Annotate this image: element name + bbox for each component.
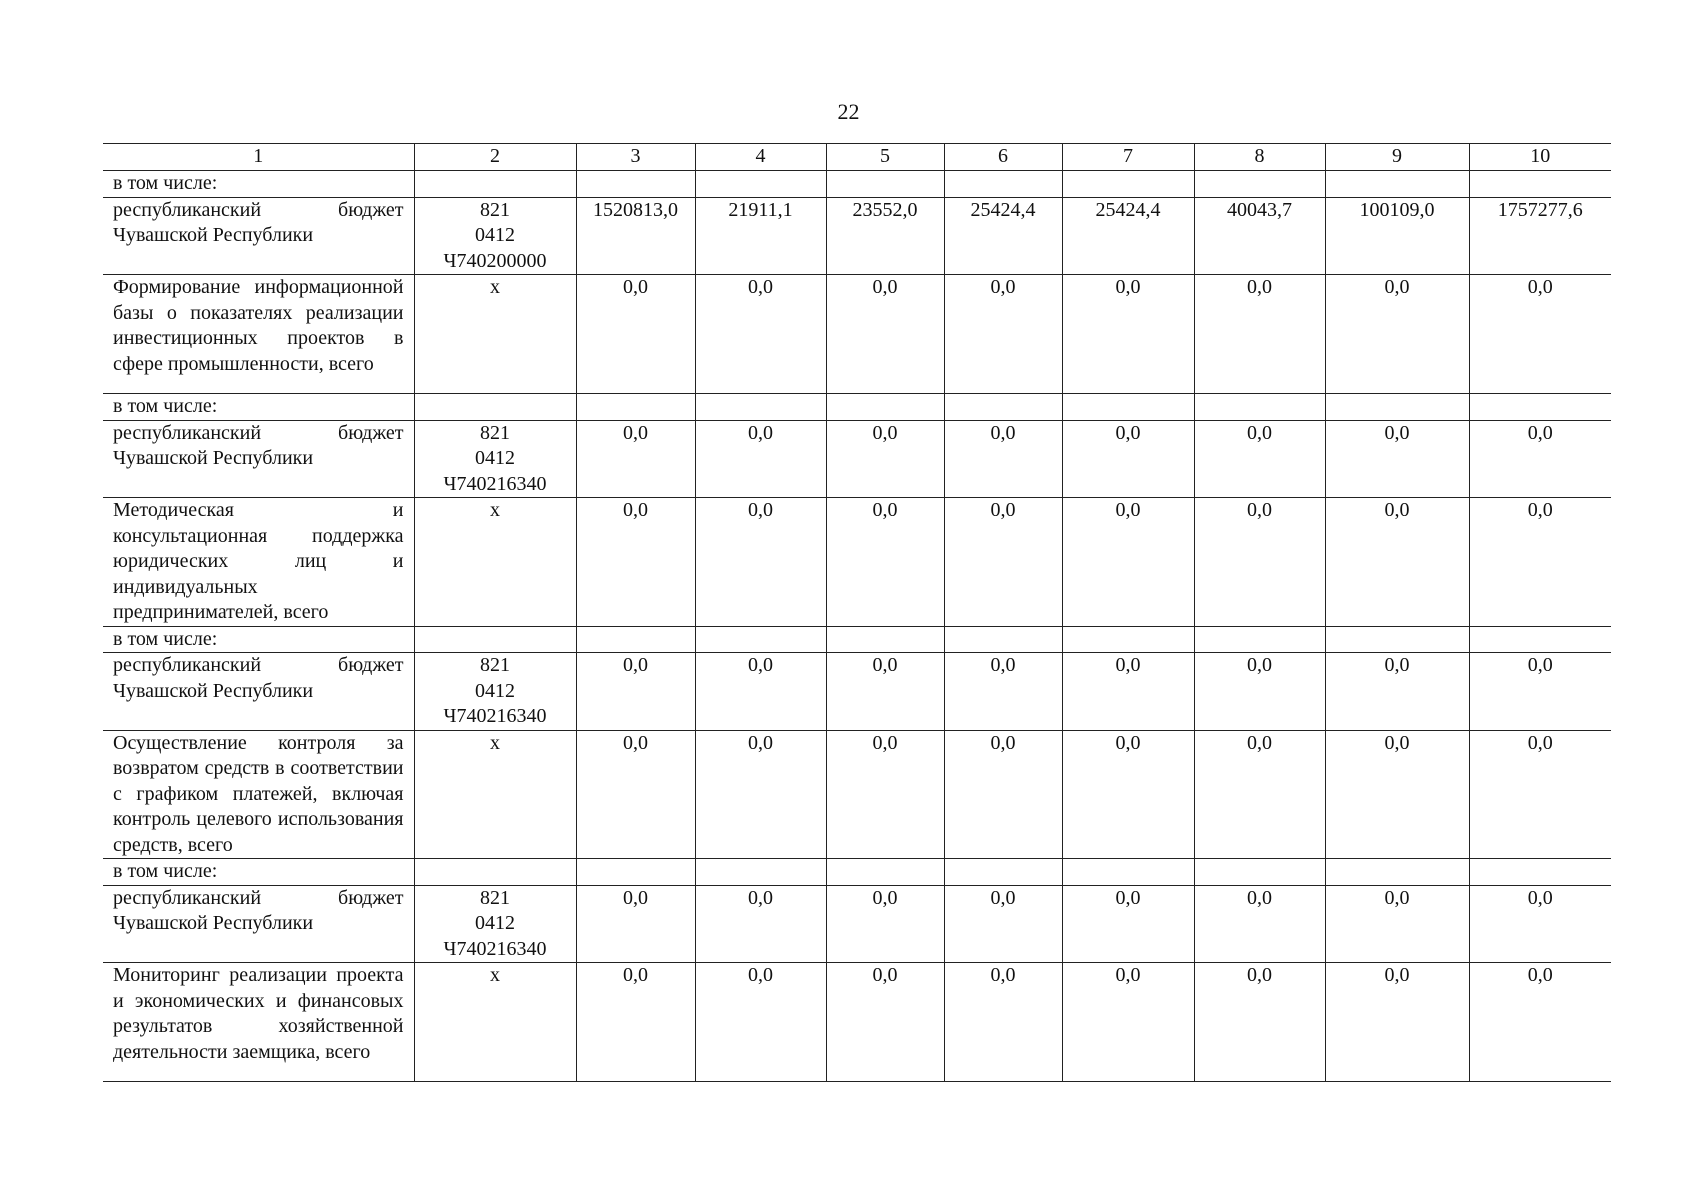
value-cell: 0,0 bbox=[944, 498, 1062, 627]
value-cell: 0,0 bbox=[826, 420, 944, 498]
value-cell: 0,0 bbox=[576, 498, 695, 627]
value-cell: 0,0 bbox=[1062, 498, 1194, 627]
row-label: в том числе: bbox=[103, 171, 414, 198]
value-cell bbox=[1325, 859, 1469, 886]
budget-code-line: Ч740216340 bbox=[443, 937, 547, 960]
value-cell bbox=[576, 859, 695, 886]
budget-code-line: 0412 bbox=[475, 447, 515, 469]
value-cell bbox=[1469, 626, 1611, 653]
value-cell: 0,0 bbox=[695, 885, 826, 963]
value-cell: 0,0 bbox=[576, 730, 695, 859]
column-header: 4 bbox=[695, 144, 826, 171]
budget-code bbox=[414, 275, 576, 394]
value-cell: 0,0 bbox=[1194, 963, 1325, 1082]
column-header: 9 bbox=[1325, 144, 1469, 171]
table-row bbox=[103, 730, 1611, 859]
value-cell: 40043,7 bbox=[1194, 197, 1325, 275]
value-cell: 0,0 bbox=[1469, 275, 1611, 394]
budget-code bbox=[414, 653, 576, 731]
budget-code-line: 0412 bbox=[475, 224, 515, 246]
budget-code-line: Ч740200000 bbox=[443, 249, 547, 272]
budget-code bbox=[414, 197, 576, 275]
column-number-row bbox=[103, 144, 1611, 171]
value-cell: 0,0 bbox=[1194, 653, 1325, 731]
value-cell bbox=[1325, 394, 1469, 421]
value-cell bbox=[576, 394, 695, 421]
table-row bbox=[103, 885, 1611, 963]
value-cell: 0,0 bbox=[576, 653, 695, 731]
value-cell bbox=[695, 626, 826, 653]
value-cell bbox=[1194, 171, 1325, 198]
value-cell: 0,0 bbox=[1062, 885, 1194, 963]
budget-code bbox=[414, 626, 576, 653]
budget-code bbox=[414, 885, 576, 963]
column-header: 6 bbox=[944, 144, 1062, 171]
budget-code-line: Ч740216340 bbox=[443, 705, 547, 727]
budget-code bbox=[414, 420, 576, 498]
value-cell: 0,0 bbox=[944, 885, 1062, 963]
table-row bbox=[103, 275, 1611, 394]
table-row bbox=[103, 498, 1611, 627]
budget-code-line: x bbox=[490, 499, 500, 521]
value-cell: 0,0 bbox=[826, 498, 944, 627]
value-cell: 0,0 bbox=[826, 963, 944, 1082]
column-header: 3 bbox=[576, 144, 695, 171]
value-cell: 25424,4 bbox=[1062, 197, 1194, 275]
column-header: 7 bbox=[1062, 144, 1194, 171]
budget-code-line: Ч740216340 bbox=[443, 472, 547, 495]
budget-code-line: 821 bbox=[480, 198, 510, 221]
value-cell bbox=[944, 859, 1062, 886]
value-cell: 0,0 bbox=[1325, 420, 1469, 498]
budget-code bbox=[414, 498, 576, 627]
value-cell: 0,0 bbox=[1062, 653, 1194, 731]
value-cell: 0,0 bbox=[1062, 420, 1194, 498]
value-cell: 1757277,6 bbox=[1469, 197, 1611, 275]
value-cell bbox=[1325, 171, 1469, 198]
row-label: Мониторинг реализации проекта и экономических и финансовых результатов хозяйственной деятельности заемщика, всего bbox=[103, 963, 414, 1082]
value-cell: 0,0 bbox=[576, 275, 695, 394]
value-cell: 0,0 bbox=[1469, 885, 1611, 963]
value-cell bbox=[1194, 394, 1325, 421]
budget-code-line: 821 bbox=[480, 654, 510, 676]
table-row bbox=[103, 171, 1611, 198]
value-cell: 0,0 bbox=[1062, 730, 1194, 859]
value-cell: 0,0 bbox=[695, 653, 826, 731]
value-cell: 0,0 bbox=[695, 963, 826, 1082]
value-cell bbox=[1062, 394, 1194, 421]
value-cell: 0,0 bbox=[944, 730, 1062, 859]
value-cell: 0,0 bbox=[695, 730, 826, 859]
budget-code bbox=[414, 859, 576, 886]
value-cell bbox=[944, 394, 1062, 421]
value-cell bbox=[826, 859, 944, 886]
value-cell: 0,0 bbox=[1062, 963, 1194, 1082]
value-cell bbox=[1469, 859, 1611, 886]
column-header: 5 bbox=[826, 144, 944, 171]
value-cell: 0,0 bbox=[826, 653, 944, 731]
value-cell: 0,0 bbox=[576, 963, 695, 1082]
row-label: Формирование информационной базы о показателях реализации инвестиционных проектов в сфере промышленности, всего bbox=[103, 275, 414, 394]
budget-code bbox=[414, 394, 576, 421]
row-label: республиканский бюджет Чувашской Республики bbox=[103, 885, 414, 963]
value-cell: 25424,4 bbox=[944, 197, 1062, 275]
value-cell: 0,0 bbox=[1062, 275, 1194, 394]
value-cell: 21911,1 bbox=[695, 197, 826, 275]
value-cell: 0,0 bbox=[1469, 653, 1611, 731]
value-cell bbox=[1469, 171, 1611, 198]
value-cell: 0,0 bbox=[1194, 420, 1325, 498]
value-cell bbox=[1194, 859, 1325, 886]
value-cell: 0,0 bbox=[576, 420, 695, 498]
value-cell: 0,0 bbox=[1194, 275, 1325, 394]
column-header: 2 bbox=[414, 144, 576, 171]
row-label: в том числе: bbox=[103, 859, 414, 886]
budget-code bbox=[414, 730, 576, 859]
value-cell bbox=[1062, 859, 1194, 886]
value-cell bbox=[1469, 394, 1611, 421]
value-cell: 0,0 bbox=[576, 885, 695, 963]
value-cell bbox=[944, 626, 1062, 653]
row-label: Методическая и консультационная поддержка юридических лиц и индивидуальных предпринимателей, всего bbox=[103, 498, 414, 627]
value-cell: 23552,0 bbox=[826, 197, 944, 275]
table-row bbox=[103, 394, 1611, 421]
value-cell: 100109,0 bbox=[1325, 197, 1469, 275]
value-cell: 0,0 bbox=[826, 275, 944, 394]
value-cell bbox=[1062, 626, 1194, 653]
row-label: республиканский бюджет Чувашской Республики bbox=[103, 197, 414, 275]
table-row bbox=[103, 420, 1611, 498]
value-cell: 0,0 bbox=[944, 653, 1062, 731]
table-row bbox=[103, 626, 1611, 653]
value-cell: 0,0 bbox=[695, 420, 826, 498]
row-label: в том числе: bbox=[103, 394, 414, 421]
value-cell: 0,0 bbox=[1469, 420, 1611, 498]
column-header: 10 bbox=[1469, 144, 1611, 171]
value-cell: 0,0 bbox=[826, 730, 944, 859]
budget-table bbox=[103, 143, 1611, 1082]
budget-code-line: x bbox=[490, 276, 500, 298]
value-cell: 0,0 bbox=[695, 498, 826, 627]
value-cell: 0,0 bbox=[1469, 963, 1611, 1082]
value-cell: 0,0 bbox=[944, 963, 1062, 1082]
value-cell bbox=[576, 171, 695, 198]
table-row bbox=[103, 859, 1611, 886]
value-cell bbox=[695, 394, 826, 421]
value-cell bbox=[1062, 171, 1194, 198]
value-cell bbox=[695, 859, 826, 886]
value-cell bbox=[826, 626, 944, 653]
value-cell: 0,0 bbox=[944, 275, 1062, 394]
value-cell bbox=[826, 394, 944, 421]
value-cell bbox=[826, 171, 944, 198]
value-cell bbox=[695, 171, 826, 198]
value-cell: 0,0 bbox=[944, 420, 1062, 498]
budget-code-line: 821 bbox=[480, 886, 510, 909]
column-header: 1 bbox=[103, 144, 414, 171]
value-cell: 0,0 bbox=[1325, 885, 1469, 963]
budget-code-line: 821 bbox=[480, 421, 510, 444]
budget-code bbox=[414, 963, 576, 1082]
page-number: 22 bbox=[837, 99, 860, 124]
value-cell: 0,0 bbox=[826, 885, 944, 963]
budget-code-line: x bbox=[490, 964, 500, 986]
row-label: республиканский бюджет Чувашской Республики bbox=[103, 653, 414, 731]
value-cell bbox=[1194, 626, 1325, 653]
table-row bbox=[103, 653, 1611, 731]
value-cell: 0,0 bbox=[1469, 498, 1611, 627]
row-label: республиканский бюджет Чувашской Республики bbox=[103, 420, 414, 498]
value-cell: 0,0 bbox=[1325, 963, 1469, 1082]
value-cell bbox=[944, 171, 1062, 198]
value-cell: 0,0 bbox=[1325, 275, 1469, 394]
value-cell: 1520813,0 bbox=[576, 197, 695, 275]
row-label: в том числе: bbox=[103, 626, 414, 653]
value-cell: 0,0 bbox=[1325, 653, 1469, 731]
budget-code-line: 0412 bbox=[475, 679, 515, 702]
value-cell: 0,0 bbox=[1469, 730, 1611, 859]
budget-code bbox=[414, 171, 576, 198]
budget-code-line: 0412 bbox=[475, 912, 515, 934]
row-label: Осуществление контроля за возвратом средств в соответствии с графиком платежей, включая контроль целевого использования средств, всего bbox=[103, 730, 414, 859]
value-cell: 0,0 bbox=[1325, 498, 1469, 627]
value-cell: 0,0 bbox=[1194, 498, 1325, 627]
value-cell: 0,0 bbox=[695, 275, 826, 394]
value-cell: 0,0 bbox=[1194, 885, 1325, 963]
value-cell bbox=[576, 626, 695, 653]
table-row bbox=[103, 197, 1611, 275]
budget-code-line: x bbox=[490, 731, 500, 754]
value-cell: 0,0 bbox=[1194, 730, 1325, 859]
table-row bbox=[103, 963, 1611, 1082]
value-cell bbox=[1325, 626, 1469, 653]
column-header: 8 bbox=[1194, 144, 1325, 171]
value-cell: 0,0 bbox=[1325, 730, 1469, 859]
